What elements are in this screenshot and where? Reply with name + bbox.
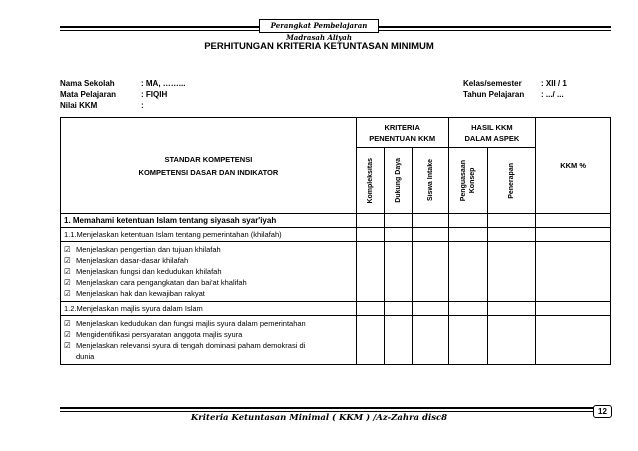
- table-row: [61, 302, 611, 316]
- checkbox-icon: ☑: [64, 267, 71, 276]
- checkbox-icon: ☑: [64, 319, 71, 328]
- list-item: ☑ Mengidentifikasi persyaratan anggota majlis syura: [64, 330, 243, 339]
- checkbox-icon: ☑: [64, 330, 71, 339]
- kd1-indicators: [61, 242, 357, 302]
- head-siswa-intake: Siswa Intake: [412, 148, 448, 214]
- table-row: [61, 242, 611, 302]
- table-row: [61, 228, 611, 242]
- checkbox-icon: ☑: [64, 245, 71, 254]
- list-item: ☑ Menjelaskan hak dan kewajiban rakyat: [64, 289, 205, 298]
- head-kriteria: KRITERIA PENENTUAN KKM: [356, 118, 448, 148]
- info-left: [60, 78, 185, 111]
- footer-rule: [60, 407, 611, 409]
- list-item: ☑ Menjelaskan dasar-dasar khilafah: [64, 256, 189, 265]
- list-item: ☑ Menjelaskan relevansi syura di tengah dominasi paham demokrasi di dunia: [64, 341, 306, 361]
- head-kkm: KKM %: [536, 118, 611, 214]
- info-tahun-pelajaran: Tahun Pelajaran : .../ ...: [463, 90, 564, 99]
- checkbox-icon: ☑: [64, 289, 71, 298]
- list-item: ☑ Menjelaskan kedudukan dan fungsi majlis syura dalam pemerintahan: [64, 319, 306, 328]
- info-nama-sekolah: Nama Sekolah : MA, ……...: [60, 79, 186, 88]
- checkbox-icon: ☑: [64, 341, 71, 350]
- checkbox-icon: ☑: [64, 256, 71, 265]
- info-right: [463, 78, 567, 100]
- header-label: Perangkat Pembelajaran Madrasah Aliyah: [259, 19, 379, 33]
- info-kelas-semester: Kelas/semester : XII / 1: [463, 79, 567, 88]
- head-standar: STANDAR KOMPETENSI KOMPETENSI DASAR DAN INDIKATOR: [61, 118, 357, 214]
- info-mata-pelajaran: Mata Pelajaran : FIQIH: [60, 90, 168, 99]
- footer-text: Kriteria Ketuntasan Minimal ( KKM ) /Az-Zahra disc8: [190, 413, 448, 423]
- head-kompleksitas: Kompleksitas: [356, 148, 384, 214]
- head-penguasaan-konsep: Penguasaan Konsep: [448, 148, 488, 214]
- head-penerapan: Penerapan: [488, 148, 536, 214]
- page-title: PERHITUNGAN KRITERIA KETUNTASAN MINIMUM: [204, 41, 434, 52]
- list-item: ☑ Menjelaskan fungsi dan kedudukan khilafah: [64, 267, 222, 276]
- table-row: [61, 316, 611, 365]
- head-hasil: HASIL KKM DALAM ASPEK: [448, 118, 536, 148]
- head-dukung-daya: Dukung Daya: [384, 148, 412, 214]
- kkm-table: [60, 117, 611, 365]
- footer-rule-thin: [60, 411, 611, 412]
- info-nilai-kkm: Nilai KKM :: [60, 101, 144, 110]
- kd-1: 1.1.Menjelaskan ketentuan Islam tentang pemerintahan (khilafah): [61, 228, 357, 242]
- table-row: [61, 214, 611, 228]
- kd2-indicators: [61, 316, 357, 365]
- checkbox-icon: ☑: [64, 278, 71, 287]
- sk-1: 1. Memahami ketentuan Islam tentang siyasah syar'iyah: [61, 214, 357, 228]
- page-number: 12: [593, 405, 612, 418]
- kd-2: 1.2.Menjelaskan majlis syura dalam Islam: [61, 302, 357, 316]
- list-item: ☑ Menjelaskan pengertian dan tujuan khilafah: [64, 245, 221, 254]
- list-item: ☑ Menjelaskan cara pengangkatan dan bai'at khalifah: [64, 278, 247, 287]
